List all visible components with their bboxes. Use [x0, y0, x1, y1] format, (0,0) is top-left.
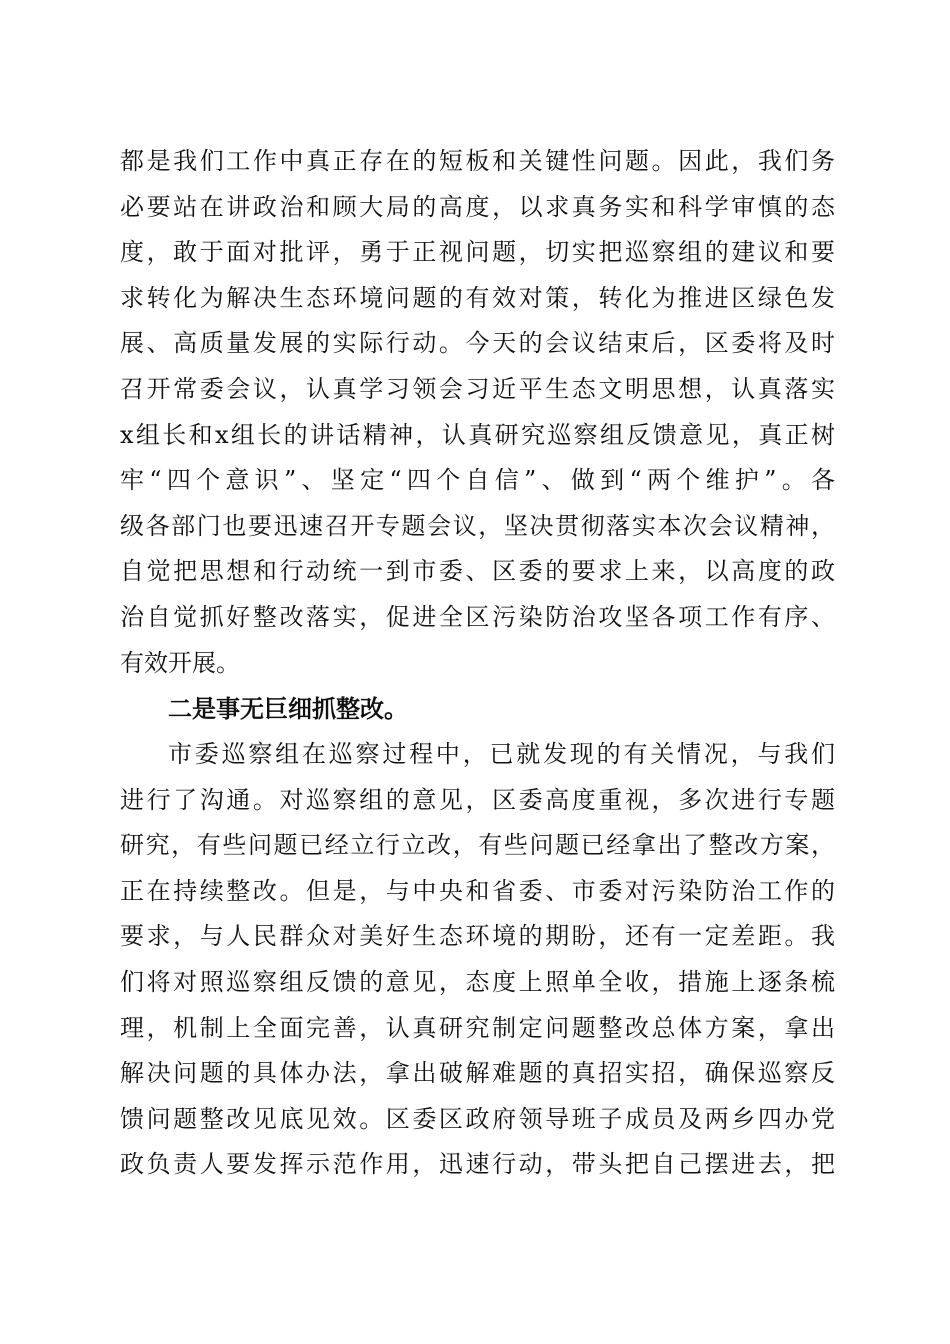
paragraph-2-line-5: 要求，与人民群众对美好生态环境的期盼，还有一定差距。我 [120, 922, 835, 951]
paragraph-1-line-10: 自觉把思想和行动统一到市委、区委的要求上来，以高度的政 [120, 557, 835, 586]
section-heading: 二是事无巨细抓整改。 [168, 694, 408, 723]
paragraph-1-line-11: 治自觉抓好整改落实，促进全区污染防治攻坚各项工作有序、 [120, 602, 835, 631]
paragraph-2-line-1: 市委巡察组在巡察过程中，已就发现的有关情况，与我们 [168, 740, 835, 768]
paragraph-1-line-2: 必要站在讲政治和顾大局的高度，以求真务实和科学审慎的态 [120, 192, 835, 221]
paragraph-2-line-8: 解决问题的具体办法，拿出破解难题的真招实招，确保巡察反 [120, 1059, 835, 1088]
paragraph-2-line-9: 馈问题整改见底见效。区委区政府领导班子成员及两乡四办党 [120, 1104, 835, 1133]
paragraph-1-line-6: 召开常委会议，认真学习领会习近平生态文明思想，认真落实 [120, 374, 835, 403]
paragraph-1-line-5: 展、高质量发展的实际行动。今天的会议结束后，区委将及时 [120, 329, 835, 358]
paragraph-1-line-3: 度，敢于面对批评，勇于正视问题，切实把巡察组的建议和要 [120, 238, 835, 267]
paragraph-1-line-9: 级各部门也要迅速召开专题会议，坚决贯彻落实本次会议精神， [120, 511, 835, 540]
paragraph-2-line-6: 们将对照巡察组反馈的意见，态度上照单全收，措施上逐条梳 [120, 967, 835, 996]
paragraph-2-line-3: 研究，有些问题已经立行立改，有些问题已经拿出了整改方案， [120, 831, 835, 860]
paragraph-1-line-8: 牢“四个意识”、坚定“四个自信”、做到“两个维护”。各 [120, 466, 835, 495]
section-heading-block [120, 686, 835, 732]
paragraph-1 [120, 139, 835, 686]
paragraph-2-line-2: 进行了沟通。对巡察组的意见，区委高度重视，多次进行专题 [120, 785, 835, 814]
paragraph-2-line-7: 理，机制上全面完善，认真研究制定问题整改总体方案，拿出 [120, 1013, 835, 1042]
paragraph-1-line-1: 都是我们工作中真正存在的短板和关键性问题。因此，我们务 [120, 147, 835, 175]
paragraph-1-line-7: x组长和x组长的讲话精神，认真研究巡察组反馈意见，真正树 [120, 420, 835, 449]
paragraph-2 [120, 732, 835, 1188]
paragraph-2-line-4: 正在持续整改。但是，与中央和省委、市委对污染防治工作的 [120, 876, 835, 905]
paragraph-1-line-4: 求转化为解决生态环境问题的有效对策，转化为推进区绿色发 [120, 283, 835, 312]
paragraph-2-line-10: 政负责人要发挥示范作用，迅速行动，带头把自己摆进去，把 [120, 1150, 835, 1179]
paragraph-1-line-12: 有效开展。 [120, 648, 240, 677]
